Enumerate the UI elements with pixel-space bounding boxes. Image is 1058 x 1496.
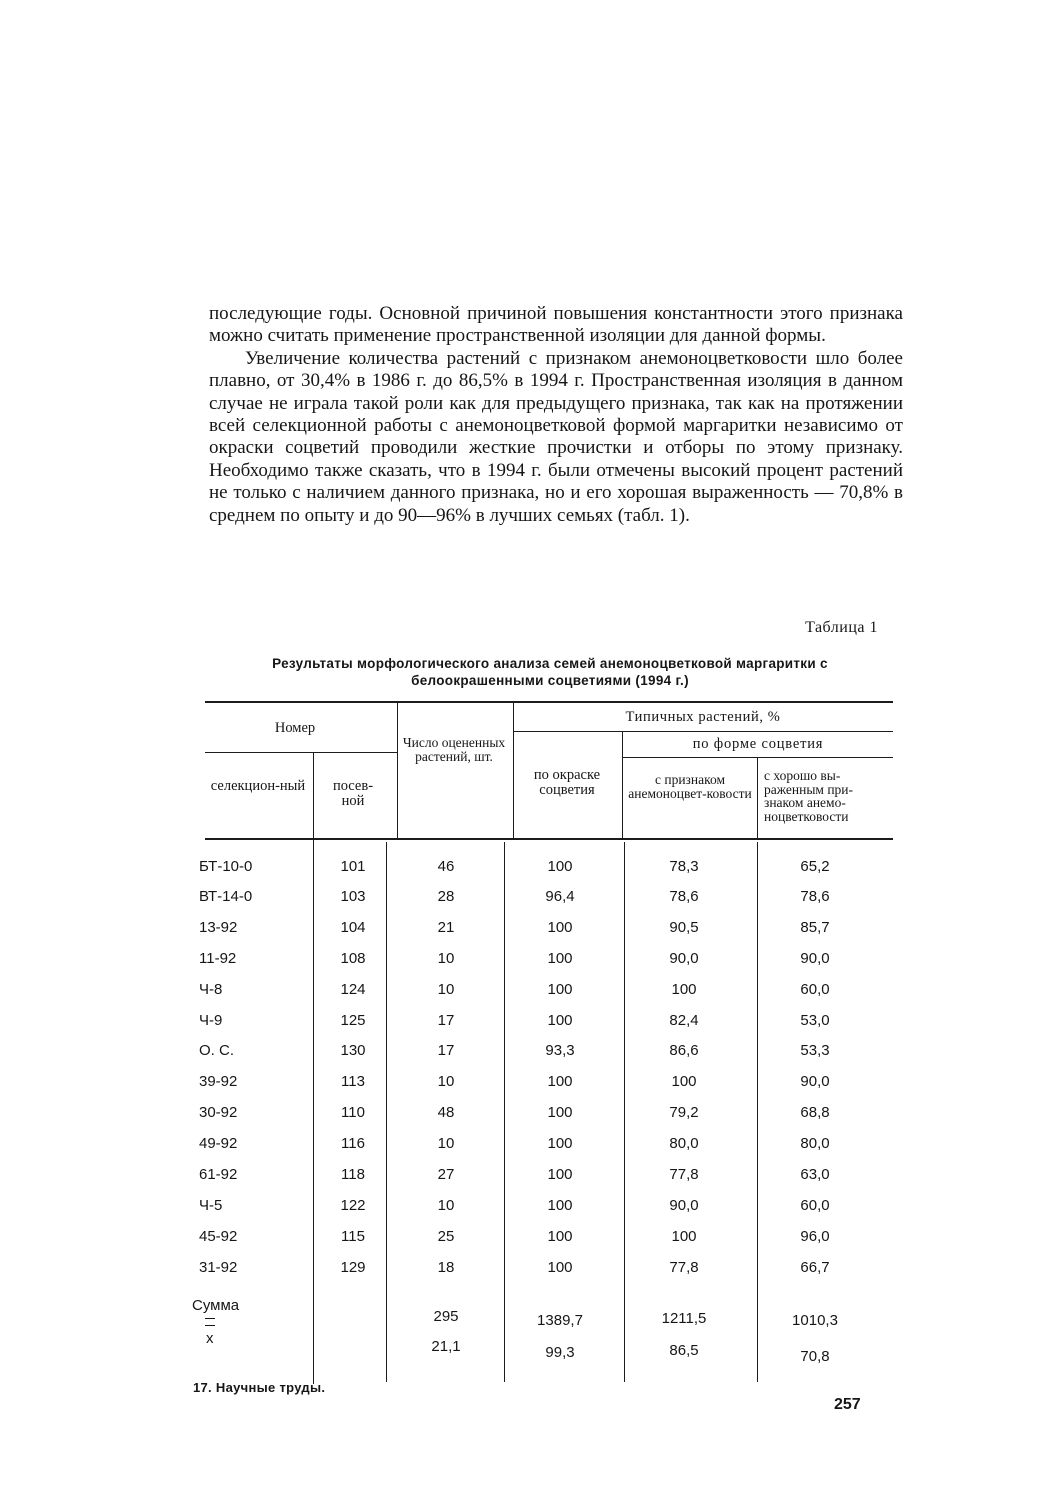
- cell-selection: 30-92: [199, 1104, 238, 1121]
- table-row: [0, 1073, 1058, 1103]
- cell-with-trait: 77,8: [669, 1259, 699, 1276]
- cell-well-expressed: 96,0: [800, 1228, 830, 1245]
- table-row: [0, 1042, 1058, 1072]
- cell-sum-label: Сумма: [192, 1297, 240, 1314]
- cell-with-trait: 80,0: [669, 1135, 699, 1152]
- header-with-trait: с признаком анемоноцвет-ковости: [628, 772, 752, 801]
- vline-2: [397, 703, 398, 838]
- cell-well-expressed: 68,8: [800, 1104, 830, 1121]
- cell-posev: 104: [340, 919, 366, 936]
- cell-by-color: 100: [547, 858, 573, 875]
- body-text: [209, 303, 903, 527]
- vline-3: [513, 703, 514, 838]
- table-row: [0, 1135, 1058, 1165]
- header-count: Число оцененных растений, шт.: [402, 735, 506, 764]
- cell-count: 18: [437, 1259, 455, 1276]
- cell-with-trait: 82,4: [669, 1012, 699, 1029]
- cell-selection: 13-92: [199, 919, 238, 936]
- table-top-rule: [205, 701, 893, 703]
- cell-well-expressed: 80,0: [800, 1135, 830, 1152]
- cell-selection: 31-92: [199, 1259, 238, 1276]
- cell-count: 10: [437, 1197, 455, 1214]
- cell-selection: 39-92: [199, 1073, 238, 1090]
- header-nomer: Номер: [274, 720, 316, 736]
- cell-posev: 113: [341, 1073, 365, 1090]
- cell-by-color: 100: [547, 1012, 573, 1029]
- cell-by-color: 100: [547, 1166, 573, 1183]
- cell-well-expressed: 78,6: [800, 888, 830, 905]
- cell-sum-well-expressed: 1010,3: [792, 1312, 838, 1329]
- table-row: [0, 950, 1058, 980]
- cell-count: 46: [437, 858, 455, 875]
- cell-count: 21: [437, 919, 455, 936]
- footnote: 17. Научные труды.: [193, 1380, 326, 1395]
- cell-with-trait: 86,6: [669, 1042, 699, 1059]
- header-posev: посев-ной: [332, 778, 374, 809]
- table-row: [0, 1104, 1058, 1134]
- vline-5: [757, 757, 758, 838]
- typical-rule: [513, 731, 893, 732]
- table-row: [0, 1197, 1058, 1227]
- cell-selection: 11-92: [199, 950, 237, 967]
- cell-by-color: 100: [547, 1259, 573, 1276]
- cell-with-trait: 79,2: [669, 1104, 699, 1121]
- table-row: [0, 1259, 1058, 1289]
- cell-well-expressed: 53,3: [800, 1042, 830, 1059]
- cell-well-expressed: 90,0: [800, 1073, 830, 1090]
- cell-by-color: 93,3: [545, 1042, 575, 1059]
- cell-by-color: 96,4: [545, 888, 575, 905]
- mean-bar-icon: [205, 1318, 215, 1326]
- table-caption: Результаты морфологического анализа семей анемоноцветковой маргаритки с белоокрашенными соцветиями (1994 г.): [272, 656, 828, 688]
- table-row: [0, 888, 1058, 918]
- header-selection: селекцион-ный: [210, 778, 306, 794]
- cell-well-expressed: 85,7: [800, 919, 830, 936]
- cell-mean-label: x: [206, 1330, 214, 1347]
- cell-with-trait: 78,6: [669, 888, 699, 905]
- cell-count: 10: [437, 950, 455, 967]
- table-row: [0, 1228, 1058, 1258]
- cell-posev: 101: [340, 858, 366, 875]
- header-by-form: по форме соцветия: [692, 736, 824, 752]
- cell-count: 27: [437, 1166, 455, 1183]
- cell-selection: Ч-9: [199, 1012, 223, 1029]
- cell-selection: 49-92: [199, 1135, 238, 1152]
- page-number: 257: [834, 1396, 861, 1413]
- cell-by-color: 100: [547, 1135, 573, 1152]
- cell-with-trait: 100: [671, 981, 697, 998]
- cell-with-trait: 90,5: [669, 919, 699, 936]
- cell-by-color: 100: [547, 981, 573, 998]
- cell-posev: 118: [341, 1166, 365, 1183]
- cell-well-expressed: 63,0: [800, 1166, 830, 1183]
- cell-count: 10: [437, 981, 455, 998]
- cell-posev: 125: [340, 1012, 366, 1029]
- paragraph-2: Увеличение количества растений с признаком анемоноцветковости шло более плавно, от 30,4% в 1986 г. до 86,5% в 1994 г. Пространственная изоляция в данном случае не играла такой роли как для предыдущего признака, так как на протяжении всей селекционной работы с анемоноцветковой формой маргаритки независимо от окраски соцветий проводили жесткие прочистки и отборы по этому признаку. Необходимо также сказать, что в 1994 г. были отмечены высокий процент растений не только с наличием данного признака, но и его хорошая выраженность — 70,8% в среднем по опыту и до 90—96% в лучших семьях (табл. 1).: [209, 347, 903, 526]
- cell-count: 48: [437, 1104, 455, 1121]
- cell-count: 25: [437, 1228, 455, 1245]
- cell-sum-by-color: 1389,7: [537, 1312, 583, 1329]
- cell-posev: 130: [340, 1042, 366, 1059]
- cell-posev: 108: [340, 950, 366, 967]
- cell-well-expressed: 66,7: [800, 1259, 830, 1276]
- table-row: [0, 1012, 1058, 1042]
- cell-selection: ВТ-14-0: [199, 888, 253, 905]
- cell-by-color: 100: [547, 950, 573, 967]
- cell-by-color: 100: [547, 1073, 573, 1090]
- vline-4: [622, 731, 623, 838]
- table-row: [0, 919, 1058, 949]
- cell-well-expressed: 65,2: [800, 858, 830, 875]
- cell-selection: 61-92: [199, 1166, 238, 1183]
- nomer-rule: [205, 752, 397, 753]
- cell-with-trait: 90,0: [669, 950, 699, 967]
- cell-selection: БТ-10-0: [199, 858, 253, 875]
- cell-well-expressed: 60,0: [800, 981, 830, 998]
- cell-well-expressed: 53,0: [800, 1012, 830, 1029]
- cell-count: 10: [437, 1135, 455, 1152]
- paragraph-1: последующие годы. Основной причиной повышения константности этого признака можно считать применение пространственной изоляции для данной формы.: [209, 303, 903, 347]
- cell-with-trait: 100: [671, 1228, 697, 1245]
- cell-selection: Ч-5: [199, 1197, 223, 1214]
- header-bottom-rule: [205, 838, 893, 840]
- cell-mean-count: 21,1: [431, 1338, 461, 1355]
- cell-mean-by-color: 99,3: [545, 1344, 575, 1361]
- cell-by-color: 100: [547, 1197, 573, 1214]
- table-row: [0, 981, 1058, 1011]
- cell-well-expressed: 90,0: [800, 950, 830, 967]
- cell-mean-well-expressed: 70,8: [800, 1348, 830, 1365]
- cell-selection: Ч-8: [199, 981, 223, 998]
- cell-posev: 115: [341, 1228, 365, 1245]
- cell-with-trait: 78,3: [669, 858, 699, 875]
- cell-with-trait: 77,8: [669, 1166, 699, 1183]
- cell-posev: 110: [341, 1104, 365, 1121]
- cell-with-trait: 90,0: [669, 1197, 699, 1214]
- table-row: [0, 858, 1058, 888]
- cell-count: 17: [437, 1012, 455, 1029]
- cell-well-expressed: 60,0: [800, 1197, 830, 1214]
- cell-count: 28: [437, 888, 455, 905]
- header-well-expressed: с хорошо вы-раженным при-знаком анемо-ноцветковости: [764, 768, 854, 824]
- cell-sum-count: 295: [433, 1308, 459, 1325]
- cell-count: 17: [437, 1042, 455, 1059]
- table-row-sum: [0, 1297, 1058, 1330]
- cell-posev: 129: [340, 1259, 366, 1276]
- cell-sum-with-trait: 1211,5: [661, 1310, 707, 1327]
- cell-with-trait: 100: [671, 1073, 697, 1090]
- cell-by-color: 100: [547, 1228, 573, 1245]
- cell-posev: 116: [341, 1135, 365, 1152]
- cell-selection: 45-92: [199, 1228, 238, 1245]
- cell-posev: 103: [340, 888, 366, 905]
- cell-by-color: 100: [547, 1104, 573, 1121]
- cell-count: 10: [437, 1073, 455, 1090]
- cell-selection: О. С.: [199, 1042, 235, 1059]
- table-row-mean: [0, 1330, 1058, 1365]
- cell-posev: 122: [340, 1197, 366, 1214]
- cell-posev: 124: [340, 981, 366, 998]
- header-typical: Типичных растений, %: [625, 709, 781, 725]
- header-by-color: по окраске соцветия: [533, 767, 601, 798]
- table-row: [0, 1166, 1058, 1196]
- cell-by-color: 100: [547, 919, 573, 936]
- cell-mean-with-trait: 86,5: [669, 1342, 699, 1359]
- table-label: Таблица 1: [805, 619, 878, 636]
